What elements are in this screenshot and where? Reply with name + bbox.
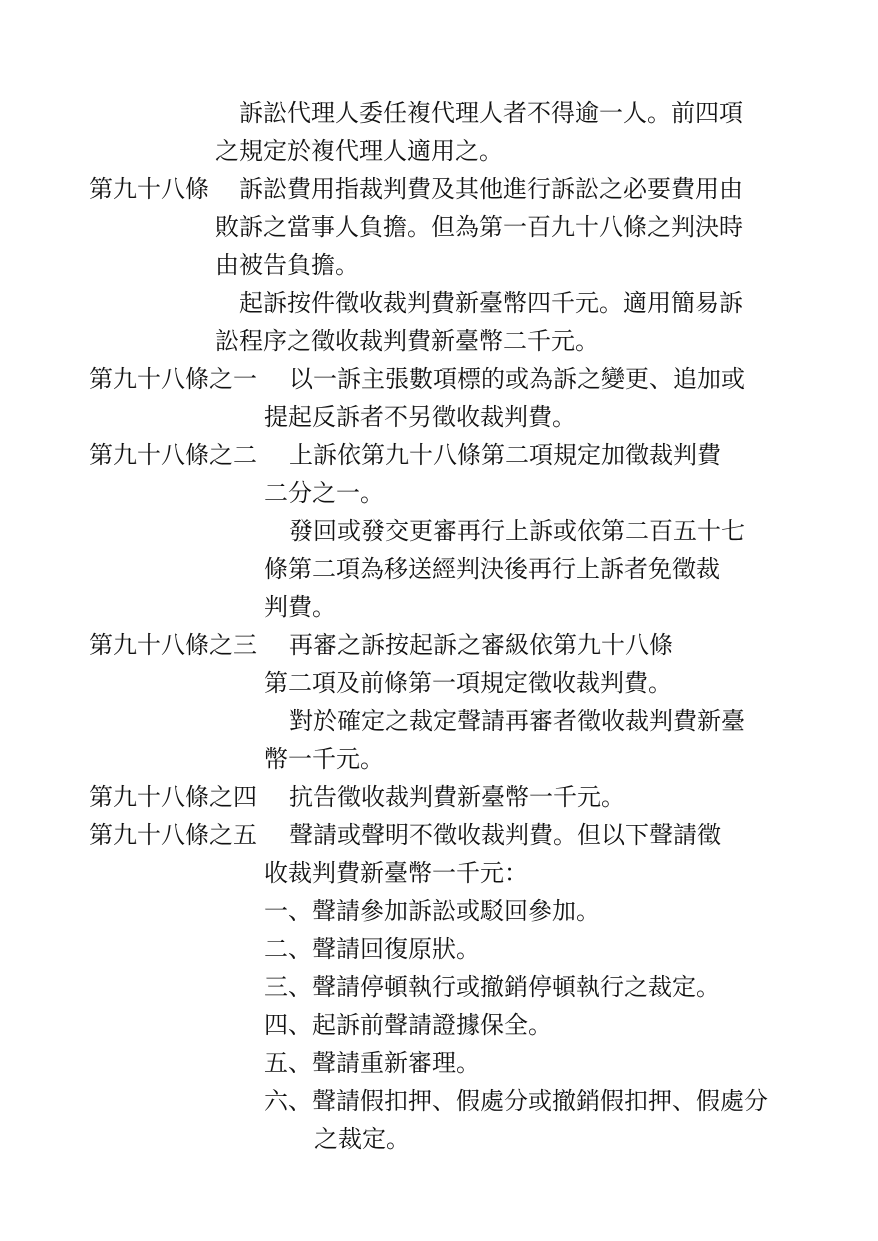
article-98-paragraph-2-line-1: 起訴按件徵收裁判費新臺幣四千元。適用簡易訴 bbox=[239, 289, 743, 317]
article-98-paragraph-1-line-2: 敗訴之當事人負擔。但為第一百九十八條之判決時 bbox=[215, 213, 743, 241]
article-98-2-paragraph-2-line-3: 判費。 bbox=[264, 593, 336, 621]
article-98-5-label: 第九十八條之五 bbox=[89, 821, 257, 849]
article-98-3-label: 第九十八條之三 bbox=[89, 631, 257, 659]
article-98-5-paragraph-1-line-2: 收裁判費新臺幣一千元： bbox=[264, 859, 528, 887]
article-98-2-paragraph-1-line-2: 二分之一。 bbox=[264, 479, 384, 507]
article-98-4-paragraph-1-line-1: 抗告徵收裁判費新臺幣一千元。 bbox=[289, 783, 625, 811]
article-98-1-label: 第九十八條之一 bbox=[89, 365, 257, 393]
list-item: 六、聲請假扣押、假處分或撤銷假扣押、假處分 bbox=[264, 1087, 768, 1115]
article-98-1-paragraph-1-line-1: 以一訴主張數項標的或為訴之變更、追加或 bbox=[289, 365, 745, 393]
list-item: 四、起訴前聲請證據保全。 bbox=[264, 1011, 552, 1039]
article-98-5-paragraph-1-line-1: 聲請或聲明不徵收裁判費。但以下聲請徵 bbox=[289, 821, 721, 849]
list-item-continuation: 之裁定。 bbox=[314, 1125, 410, 1153]
article-98-2-paragraph-1-line-1: 上訴依第九十八條第二項規定加徵裁判費 bbox=[289, 441, 721, 469]
article-98-label: 第九十八條 bbox=[89, 175, 209, 203]
article-98-2-label: 第九十八條之二 bbox=[89, 441, 257, 469]
article-98-3-paragraph-2-line-2: 幣一千元。 bbox=[264, 745, 384, 773]
article-98-paragraph-1-line-1: 訴訟費用指裁判費及其他進行訴訟之必要費用由 bbox=[239, 175, 743, 203]
article-98-2-paragraph-2-line-2: 條第二項為移送經判決後再行上訴者免徵裁 bbox=[264, 555, 720, 583]
list-item: 二、聲請回復原狀。 bbox=[264, 935, 480, 963]
article-98-4-label: 第九十八條之四 bbox=[89, 783, 257, 811]
article-98-paragraph-1-line-3: 由被告負擔。 bbox=[215, 251, 359, 279]
article-97-paragraph-2-line-1: 訴訟代理人委任複代理人者不得逾一人。前四項 bbox=[239, 99, 743, 127]
list-item: 三、聲請停頓執行或撤銷停頓執行之裁定。 bbox=[264, 973, 720, 1001]
article-98-3-paragraph-1-line-1: 再審之訴按起訴之審級依第九十八條 bbox=[289, 631, 673, 659]
article-98-3-paragraph-2-line-1: 對於確定之裁定聲請再審者徵收裁判費新臺 bbox=[289, 707, 745, 735]
list-item: 五、聲請重新審理。 bbox=[264, 1049, 480, 1077]
list-item: 一、聲請參加訴訟或駁回參加。 bbox=[264, 897, 600, 925]
article-98-3-paragraph-1-line-2: 第二項及前條第一項規定徵收裁判費。 bbox=[264, 669, 672, 697]
article-97-paragraph-2-line-2: 之規定於複代理人適用之。 bbox=[215, 137, 503, 165]
article-98-1-paragraph-1-line-2: 提起反訴者不另徵收裁判費。 bbox=[264, 403, 576, 431]
article-98-2-paragraph-2-line-1: 發回或發交更審再行上訴或依第二百五十七 bbox=[289, 517, 745, 545]
article-98-paragraph-2-line-2: 訟程序之徵收裁判費新臺幣二千元。 bbox=[215, 327, 599, 355]
